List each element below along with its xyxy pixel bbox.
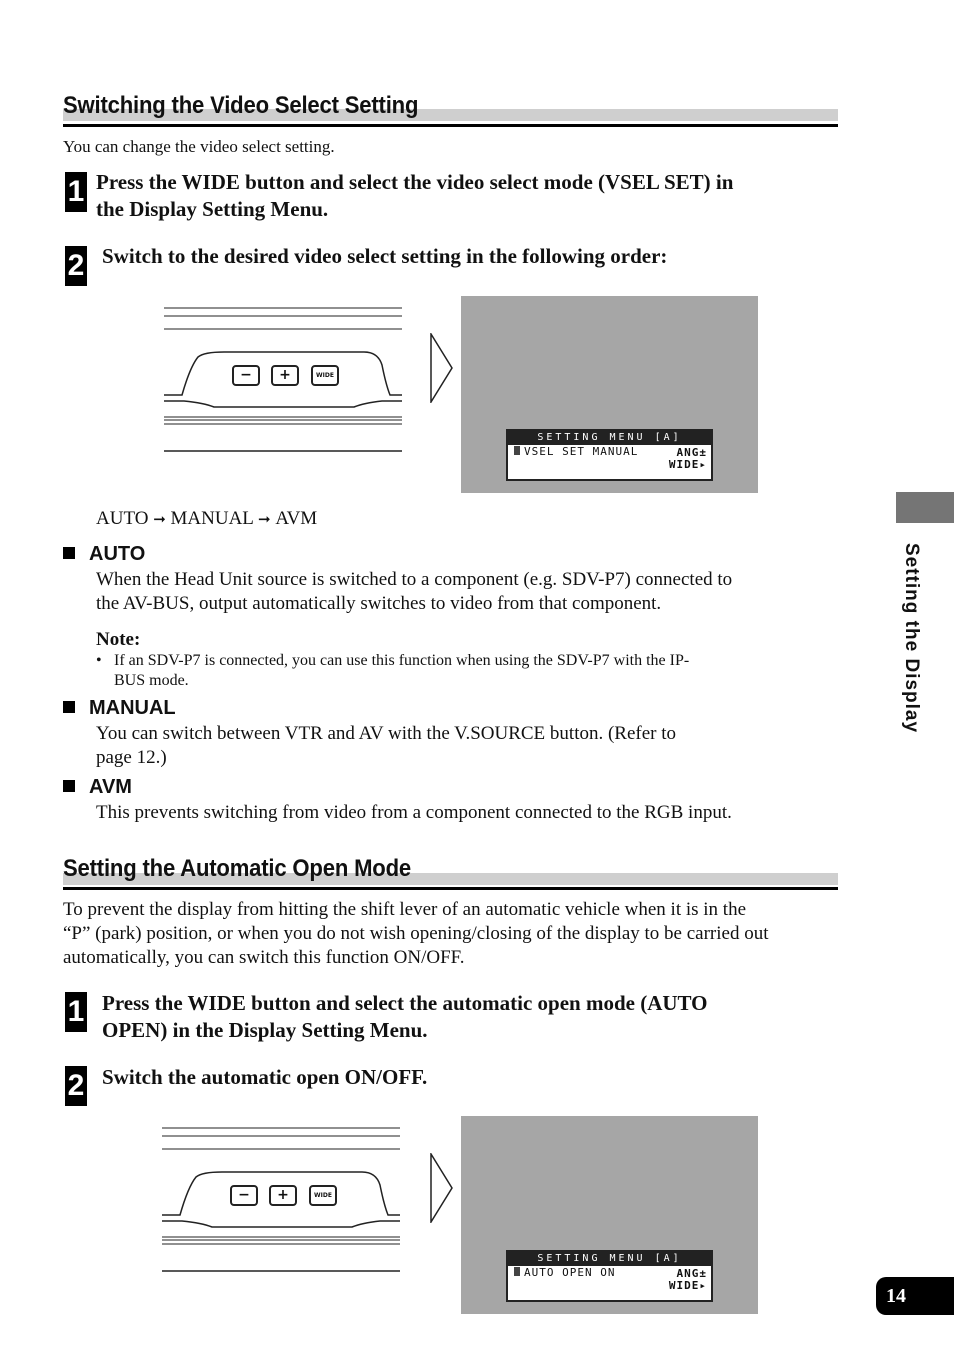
wide-button[interactable]: WIDE [311, 365, 339, 386]
square-bullet-icon [63, 547, 75, 559]
item-description [96, 722, 816, 770]
control-panel-illustration [162, 1127, 400, 1273]
step-line: Press the WIDE button and select the automatic open mode (AUTO [102, 991, 708, 1015]
setting-menu-header: SETTING MENU [A] [508, 1252, 711, 1266]
step-number: 2 [65, 1066, 87, 1106]
step-line: the Display Setting Menu. [96, 197, 329, 221]
menu-wide-label: WIDE▸ [668, 1279, 707, 1292]
display-screen [461, 1116, 758, 1314]
intro-text: You can change the video select setting. [63, 137, 335, 156]
note-line [96, 651, 796, 671]
note-line [96, 671, 796, 691]
control-panel-illustration [164, 307, 402, 453]
section-title: Setting the Automatic Open Mode [63, 855, 411, 882]
order-item: AUTO [96, 508, 149, 529]
plus-button[interactable]: + [269, 1185, 297, 1206]
item-heading: MANUAL [89, 697, 176, 719]
square-bullet-icon [63, 780, 75, 792]
intro-text [63, 898, 843, 970]
side-tab [896, 492, 954, 523]
intro-line: To prevent the display from hitting the shift lever of an automatic vehicle when it is in the [63, 899, 747, 920]
description-line: page 12.) [96, 747, 167, 768]
step-instruction [96, 169, 836, 223]
setting-menu-header: SETTING MENU [A] [508, 431, 711, 445]
note-text [96, 651, 796, 691]
setting-menu-row [508, 1266, 711, 1292]
step-line: OPEN) in the Display Setting Menu. [102, 1018, 428, 1042]
arrow-right-icon: ➞ [257, 510, 276, 528]
step-instruction: Switch the automatic open ON/OFF. [102, 1065, 428, 1089]
description-line: the AV-BUS, output automatically switches to video from that component. [96, 593, 662, 614]
order-sequence [96, 507, 317, 531]
section-title-rule [63, 124, 838, 127]
step-number: 1 [65, 172, 87, 212]
order-item: AVM [275, 508, 318, 529]
page-number [876, 1277, 954, 1315]
arrow-right-icon: ➞ [153, 510, 171, 528]
arrow-icon [430, 333, 454, 408]
item-description: This prevents switching from video from a component connected to the RGB input. [96, 802, 732, 823]
item-avm [63, 776, 132, 799]
step-line: Press the WIDE button and select the video select mode (VSEL SET) in [96, 170, 734, 194]
square-bullet-icon [63, 701, 75, 713]
order-item: MANUAL [170, 508, 254, 529]
menu-wide-label: WIDE▸ [668, 458, 707, 471]
description-line: You can switch between VTR and AV with the V.SOURCE button. (Refer to [96, 723, 677, 744]
step-number: 2 [65, 246, 87, 286]
setting-menu-value: VSEL SET MANUAL [524, 445, 639, 458]
wide-button[interactable]: WIDE [309, 1185, 337, 1206]
arrow-icon [430, 1153, 454, 1228]
setting-menu-overlay [506, 429, 713, 481]
minus-button[interactable]: − [230, 1185, 258, 1206]
setting-menu-row [508, 445, 711, 471]
note-line-text: If an SDV-P7 is connected, you can use this function when using the SDV-P7 with the IP- [114, 652, 690, 669]
note-line-text: BUS mode. [114, 672, 189, 689]
intro-line: “P” (park) position, or when you do not wish opening/closing of the display to be carried out [63, 923, 769, 944]
description-line: When the Head Unit source is switched to a component (e.g. SDV-P7) connected to [96, 569, 733, 590]
step-instruction [102, 990, 822, 1044]
intro-line: automatically, you can switch this function ON/OFF. [63, 947, 465, 968]
display-screen [461, 296, 758, 493]
item-heading: AUTO [89, 543, 146, 565]
menu-ang-label: ANG± [676, 446, 707, 459]
side-tab-label: Setting the Display [901, 543, 922, 734]
page-number-text: 14 [886, 1285, 906, 1307]
section-title: Switching the Video Select Setting [63, 92, 419, 119]
step-number: 1 [65, 992, 87, 1032]
plus-button[interactable]: + [271, 365, 299, 386]
item-manual [63, 697, 176, 720]
item-description [96, 568, 816, 616]
note-label: Note: [96, 629, 141, 650]
cursor-icon [514, 446, 520, 455]
step-instruction: Switch to the desired video select setting in the following order: [102, 244, 668, 268]
bullet-icon: • [96, 652, 102, 669]
setting-menu-overlay [506, 1250, 713, 1302]
item-heading: AVM [89, 776, 132, 798]
setting-menu-value: AUTO OPEN ON [524, 1266, 616, 1279]
cursor-icon [514, 1267, 520, 1276]
menu-ang-label: ANG± [676, 1267, 707, 1280]
item-auto [63, 543, 145, 566]
minus-button[interactable]: − [232, 365, 260, 386]
section-title-rule [63, 887, 838, 890]
